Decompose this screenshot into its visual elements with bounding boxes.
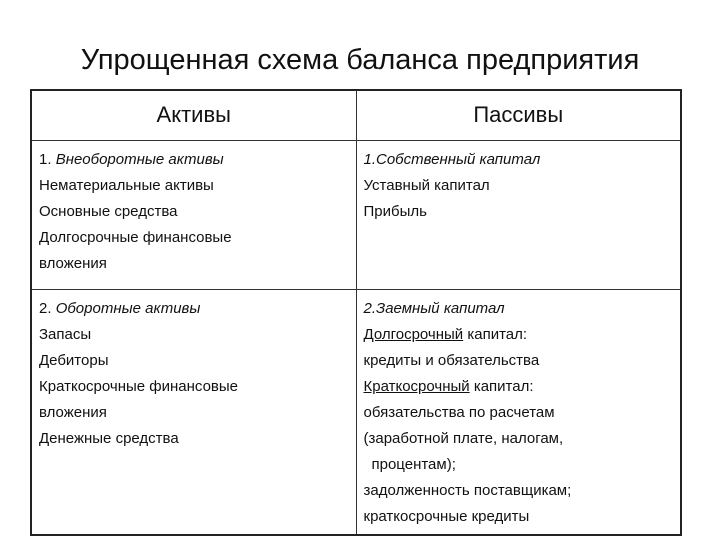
balance-table	[30, 89, 682, 536]
noncurrent-assets-heading: 1. Внеоборотные активы	[39, 150, 224, 168]
liabilities-header: Пассивы	[356, 90, 681, 140]
list-item: Основные средства	[39, 202, 178, 220]
list-item: (заработной плате, налогам,	[363, 429, 564, 447]
debt-cell	[356, 289, 681, 535]
table-row	[31, 140, 681, 289]
equity-heading: 1.Собственный капитал	[363, 150, 541, 168]
current-assets-cell	[31, 289, 356, 535]
list-item: Дебиторы	[39, 351, 109, 369]
assets-header: Активы	[31, 90, 356, 140]
long-term-capital: Долгосрочный капитал:	[363, 325, 528, 343]
debt-heading: 2.Заемный капитал	[363, 299, 505, 317]
list-item: обязательства по расчетам	[363, 403, 555, 421]
list-item: Краткосрочные финансовые вложения	[39, 377, 239, 421]
table-row	[31, 289, 681, 535]
list-item: Прибыль	[363, 202, 427, 220]
list-item: задолженность поставщикам;	[363, 481, 572, 499]
list-item: процентам);	[371, 455, 456, 473]
list-item: Долгосрочные финансовые вложения	[39, 228, 232, 272]
list-item: кредиты и обязательства	[363, 351, 540, 369]
list-item: Уставный капитал	[363, 176, 490, 194]
page-title: Упрощенная схема баланса предприятия	[80, 44, 640, 76]
current-assets-heading: 2. Оборотные активы	[39, 299, 201, 317]
list-item: Запасы	[39, 325, 92, 343]
list-item: Денежные средства	[39, 429, 179, 447]
header-row	[31, 90, 681, 140]
list-item: краткосрочные кредиты	[363, 507, 530, 525]
list-item: Нематериальные активы	[39, 176, 214, 194]
short-term-capital: Краткосрочный капитал:	[363, 377, 534, 395]
equity-cell	[356, 140, 681, 289]
noncurrent-assets-cell	[31, 140, 356, 289]
